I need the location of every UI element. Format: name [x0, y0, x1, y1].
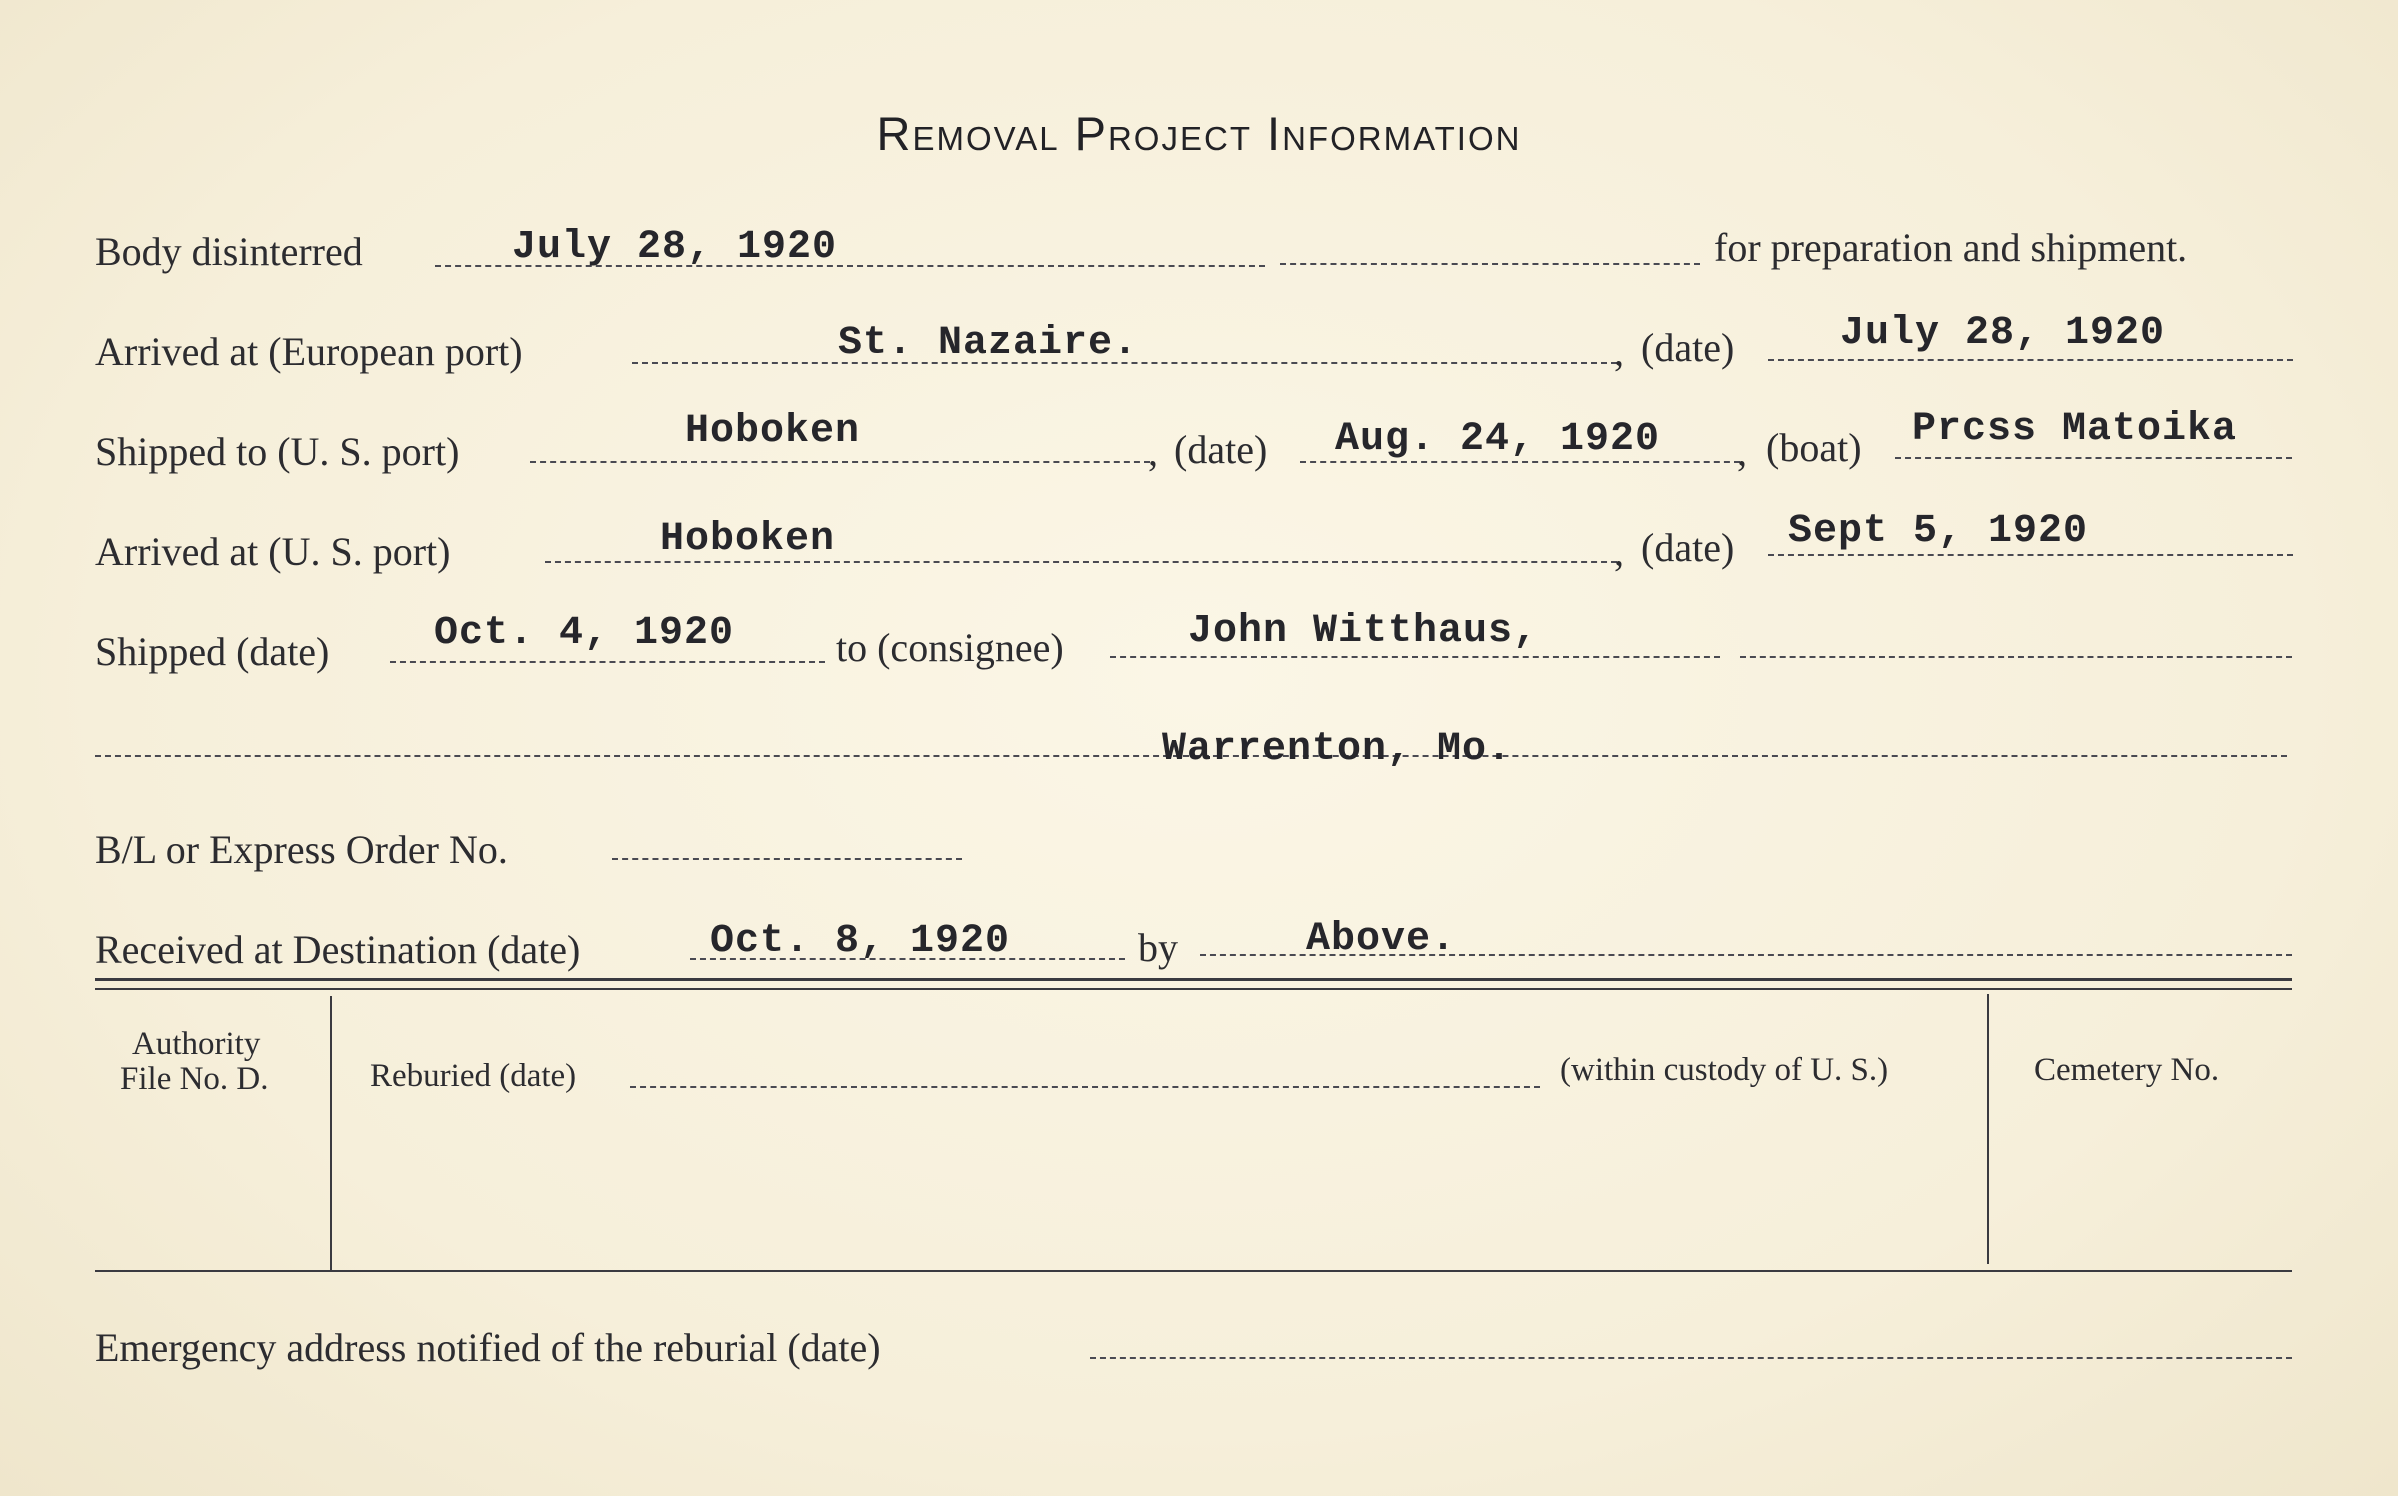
european-comma: , — [1614, 329, 1624, 374]
shipped-date-value[interactable]: Aug. 24, 1920 — [1335, 417, 1661, 462]
body-disinterred-value[interactable]: July 28, 1920 — [512, 225, 838, 270]
shipped-consignee-date-line — [390, 661, 825, 663]
received-label: Received at Destination (date) — [95, 927, 581, 972]
table-divider-left — [330, 996, 332, 1272]
boat-label: (boat) — [1766, 425, 1862, 470]
authority-label-line1: Authority — [132, 1026, 261, 1062]
cemetery-label: Cemetery No. — [2034, 1052, 2220, 1088]
arrived-date-label: (date) — [1641, 525, 1735, 570]
shipped-comma: , — [1148, 429, 1158, 474]
european-port-value[interactable]: St. Nazaire. — [838, 321, 1139, 366]
arrived-date-value[interactable]: Sept 5, 1920 — [1788, 509, 2089, 554]
custody-label: (within custody of U. S.) — [1560, 1052, 1889, 1088]
us-port-arrived-value[interactable]: Hoboken — [660, 517, 836, 562]
emergency-label: Emergency address notified of the reburial (date) — [95, 1325, 881, 1370]
arrived-us-label: Arrived at (U. S. port) — [95, 529, 451, 574]
us-port-shipped-value[interactable]: Hoboken — [685, 409, 861, 454]
us-port-shipped-line — [530, 461, 1150, 463]
shipped-date-consignee-label: Shipped (date) — [95, 629, 330, 674]
shipped-us-label: Shipped to (U. S. port) — [95, 429, 460, 474]
shipped-consignee-date-value[interactable]: Oct. 4, 1920 — [434, 611, 735, 656]
emergency-date-line[interactable] — [1090, 1357, 2292, 1359]
arrived-date-line — [1768, 554, 2293, 556]
for-preparation-label: for preparation and shipment. — [1714, 225, 2188, 270]
consignee-label: to (consignee) — [836, 625, 1064, 670]
received-by-value[interactable]: Above. — [1306, 917, 1457, 962]
body-disinterred-line-2 — [1280, 263, 1700, 265]
form-title: Removal Project Information — [876, 107, 1522, 160]
consignee-line-2 — [1740, 656, 2292, 658]
bl-line[interactable] — [612, 858, 962, 860]
european-date-line — [1768, 359, 2293, 361]
arrived-us-comma: , — [1614, 529, 1624, 574]
european-date-label: (date) — [1641, 325, 1735, 370]
authority-label-line2: File No. D. — [120, 1061, 269, 1097]
reburied-label: Reburied (date) — [370, 1058, 577, 1094]
table-divider-right — [1987, 994, 1989, 1264]
bl-label: B/L or Express Order No. — [95, 827, 508, 872]
table-top-rule-1 — [95, 978, 2292, 981]
shipped-date-label: (date) — [1174, 427, 1268, 472]
european-date-value[interactable]: July 28, 1920 — [1840, 311, 2166, 356]
by-label: by — [1138, 925, 1178, 970]
received-date-value[interactable]: Oct. 8, 1920 — [710, 919, 1011, 964]
arrived-european-label: Arrived at (European port) — [95, 329, 523, 374]
consignee-line-1 — [1110, 656, 1720, 658]
consignee-address-value[interactable]: Warrenton, Mo. — [1162, 727, 1513, 772]
table-top-rule-2 — [95, 988, 2292, 990]
body-disinterred-label: Body disinterred — [95, 229, 363, 274]
boat-value[interactable]: Prcss Matoika — [1912, 407, 2238, 452]
boat-line — [1895, 457, 2292, 459]
boat-comma: , — [1737, 429, 1747, 474]
consignee-value[interactable]: John Witthaus, — [1188, 609, 1539, 654]
table-bottom-rule — [95, 1270, 2292, 1272]
reburied-line[interactable] — [630, 1086, 1540, 1088]
